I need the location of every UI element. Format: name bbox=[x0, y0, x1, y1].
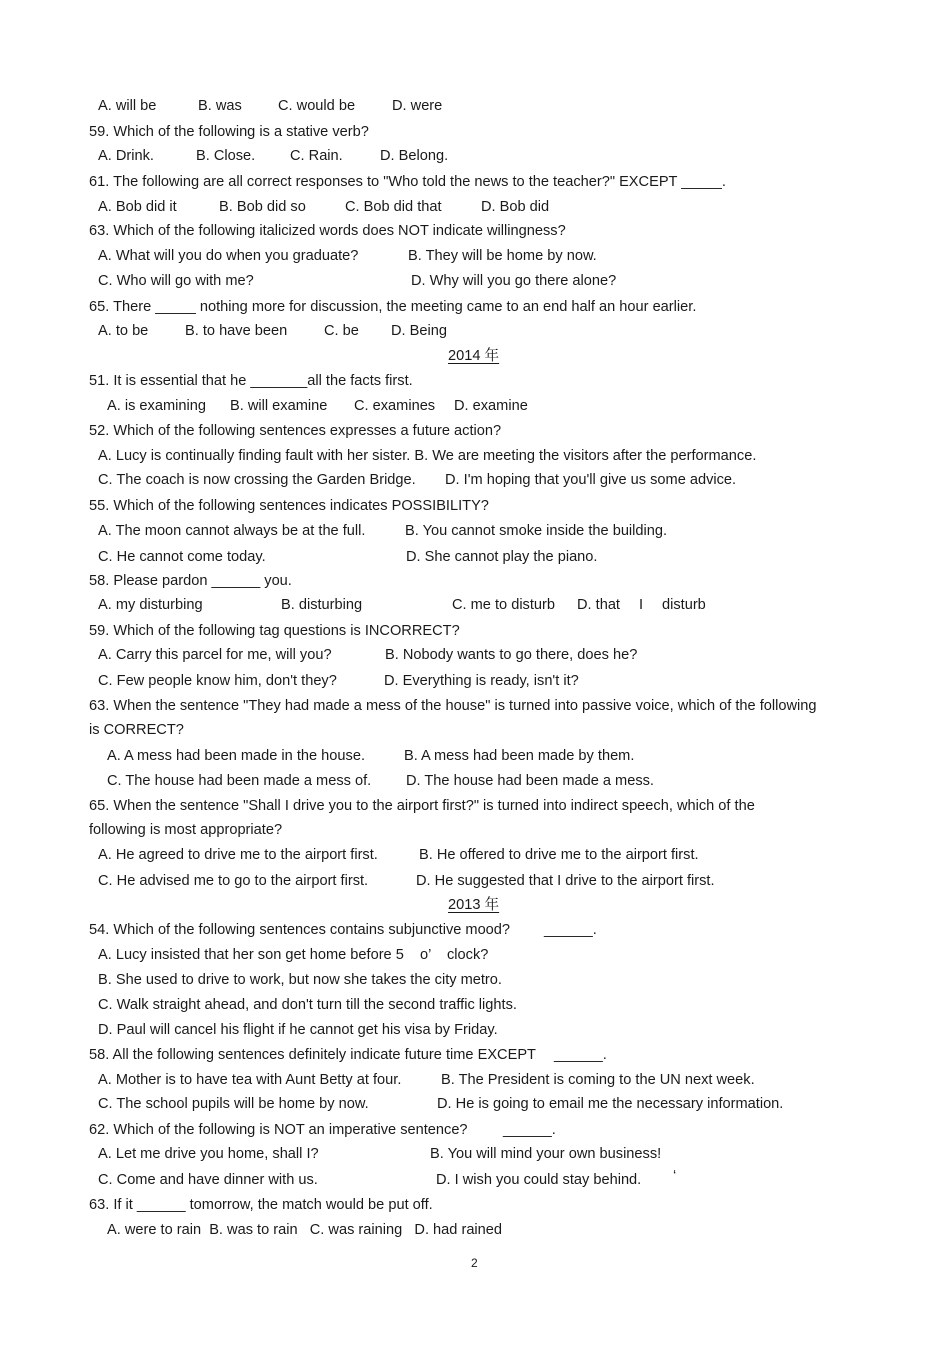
option-a: A. What will you do when you graduate? bbox=[98, 248, 359, 264]
question-65-continued: following is most appropriate? bbox=[89, 822, 283, 838]
question-62: 62. Which of the following is NOT an imperative sentence? bbox=[89, 1122, 468, 1138]
question-58: 58. All the following sentences definitely indicate future time EXCEPT bbox=[89, 1047, 536, 1063]
option-b: B. You will mind your own business! bbox=[430, 1146, 662, 1162]
option-d: D. that bbox=[577, 597, 620, 613]
option-c: C. Who will go with me? bbox=[98, 273, 254, 289]
option-d-word: I bbox=[639, 597, 644, 613]
question-62-blank: ______. bbox=[503, 1122, 556, 1138]
option-c: C. be bbox=[324, 323, 359, 339]
option-a: A. He agreed to drive me to the airport first. bbox=[98, 847, 378, 863]
option-a: A. to be bbox=[98, 323, 149, 339]
option-c: C. Rain. bbox=[290, 148, 343, 164]
option-a: A. A mess had been made in the house. bbox=[107, 748, 365, 764]
option-d: D. He is going to email me the necessary information. bbox=[437, 1096, 784, 1112]
option-a: A. Mother is to have tea with Aunt Betty at four. bbox=[98, 1072, 402, 1088]
question-54: 54. Which of the following sentences contains subjunctive mood? bbox=[89, 922, 511, 938]
option-d: D. She cannot play the piano. bbox=[406, 549, 598, 565]
option-line: A. Lucy is continually finding fault with her sister. B. We are meeting the visitors after the performance. bbox=[98, 448, 757, 464]
option-b: B. A mess had been made by them. bbox=[404, 748, 635, 764]
option-c: C. examines bbox=[354, 398, 436, 414]
option-c: C. He advised me to go to the airport first. bbox=[98, 873, 369, 889]
question-58: 58. Please pardon ______ you. bbox=[89, 573, 292, 589]
option-a: A. is examining bbox=[107, 398, 206, 414]
option-c: C. He cannot come today. bbox=[98, 549, 266, 565]
option-d-word: disturb bbox=[662, 597, 706, 613]
question-54-blank: ______. bbox=[544, 922, 597, 938]
option-d: D. I'm hoping that you'll give us some advice. bbox=[445, 472, 737, 488]
question-63: 63. When the sentence "They had made a mess of the house" is turned into passive voice, which of the following bbox=[89, 698, 817, 714]
question-65: 65. When the sentence "Shall I drive you to the airport first?" is turned into indirect speech, which of the bbox=[89, 798, 755, 814]
option-d: D. I wish you could stay behind. bbox=[436, 1172, 642, 1188]
option-c: C. The school pupils will be home by now. bbox=[98, 1096, 369, 1112]
option-d: D. Being bbox=[391, 323, 447, 339]
option-a: A. Let me drive you home, shall I? bbox=[98, 1146, 319, 1162]
option-c: C. Walk straight ahead, and don't turn till the second traffic lights. bbox=[98, 997, 517, 1013]
option-d: D. Bob did bbox=[481, 199, 550, 215]
option-c: C. The coach is now crossing the Garden Bridge. bbox=[98, 472, 416, 488]
option-d: D. examine bbox=[454, 398, 528, 414]
option-b: B. will examine bbox=[230, 398, 328, 414]
option-a: A. Carry this parcel for me, will you? bbox=[98, 647, 332, 663]
page-number: 2 bbox=[471, 1256, 478, 1270]
option-c: C. me to disturb bbox=[452, 597, 556, 613]
option-a: A. Bob did it bbox=[98, 199, 177, 215]
question-65: 65. There _____ nothing more for discussion, the meeting came to an end half an hour earlier. bbox=[89, 299, 697, 315]
question-59: 59. Which of the following tag questions is INCORRECT? bbox=[89, 623, 460, 639]
option-d: D. The house had been made a mess. bbox=[406, 773, 654, 789]
option-d: D. He suggested that I drive to the airport first. bbox=[416, 873, 715, 889]
option-b: B. They will be home by now. bbox=[408, 248, 597, 264]
option-b: B. The President is coming to the UN next week. bbox=[441, 1072, 755, 1088]
question-55: 55. Which of the following sentences indicates POSSIBILITY? bbox=[89, 498, 489, 514]
stray-mark: ‘ bbox=[673, 1168, 677, 1184]
question-51: 51. It is essential that he _______all the facts first. bbox=[89, 373, 413, 389]
option-a: A. Lucy insisted that her son get home before 5 bbox=[98, 947, 404, 963]
option-b: B. to have been bbox=[185, 323, 288, 339]
option-a: A. my disturbing bbox=[98, 597, 203, 613]
option-b: B. was bbox=[198, 98, 242, 114]
option-a-part: clock? bbox=[447, 947, 489, 963]
question-58-blank: ______. bbox=[554, 1047, 607, 1063]
option-c: C. Bob did that bbox=[345, 199, 442, 215]
option-b: B. He offered to drive me to the airport first. bbox=[419, 847, 699, 863]
option-c: C. The house had been made a mess of. bbox=[107, 773, 372, 789]
option-d: D. Why will you go there alone? bbox=[411, 273, 617, 289]
option-b: B. Nobody wants to go there, does he? bbox=[385, 647, 638, 663]
option-b: B. She used to drive to work, but now she takes the city metro. bbox=[98, 972, 502, 988]
option-d: D. Everything is ready, isn't it? bbox=[384, 673, 579, 689]
option-b: B. Bob did so bbox=[219, 199, 306, 215]
question-63: 63. If it ______ tomorrow, the match would be put off. bbox=[89, 1197, 433, 1213]
option-a: A. will be bbox=[98, 98, 157, 114]
question-59: 59. Which of the following is a stative verb? bbox=[89, 124, 369, 140]
option-b: B. You cannot smoke inside the building. bbox=[405, 523, 668, 539]
question-63: 63. Which of the following italicized words does NOT indicate willingness? bbox=[89, 223, 566, 239]
question-52: 52. Which of the following sentences expresses a future action? bbox=[89, 423, 502, 439]
question-61: 61. The following are all correct responses to "Who told the news to the teacher?" EXCEPT _____. bbox=[89, 174, 726, 190]
option-a: A. Drink. bbox=[98, 148, 154, 164]
option-d: D. Belong. bbox=[380, 148, 449, 164]
option-b: B. disturbing bbox=[281, 597, 363, 613]
option-d: D. were bbox=[392, 98, 443, 114]
option-a-part: o’ bbox=[420, 947, 432, 963]
option-c: C. would be bbox=[278, 98, 356, 114]
option-line: A. were to rain B. was to rain C. was raining D. had rained bbox=[107, 1222, 503, 1238]
option-a: A. The moon cannot always be at the full. bbox=[98, 523, 366, 539]
option-c: C. Few people know him, don't they? bbox=[98, 673, 337, 689]
section-heading-2014: 2014 年 bbox=[448, 348, 500, 364]
question-63-continued: is CORRECT? bbox=[89, 722, 184, 738]
section-heading-2013: 2013 年 bbox=[448, 897, 500, 913]
option-b: B. Close. bbox=[196, 148, 256, 164]
option-d: D. Paul will cancel his flight if he cannot get his visa by Friday. bbox=[98, 1022, 498, 1038]
option-c: C. Come and have dinner with us. bbox=[98, 1172, 318, 1188]
